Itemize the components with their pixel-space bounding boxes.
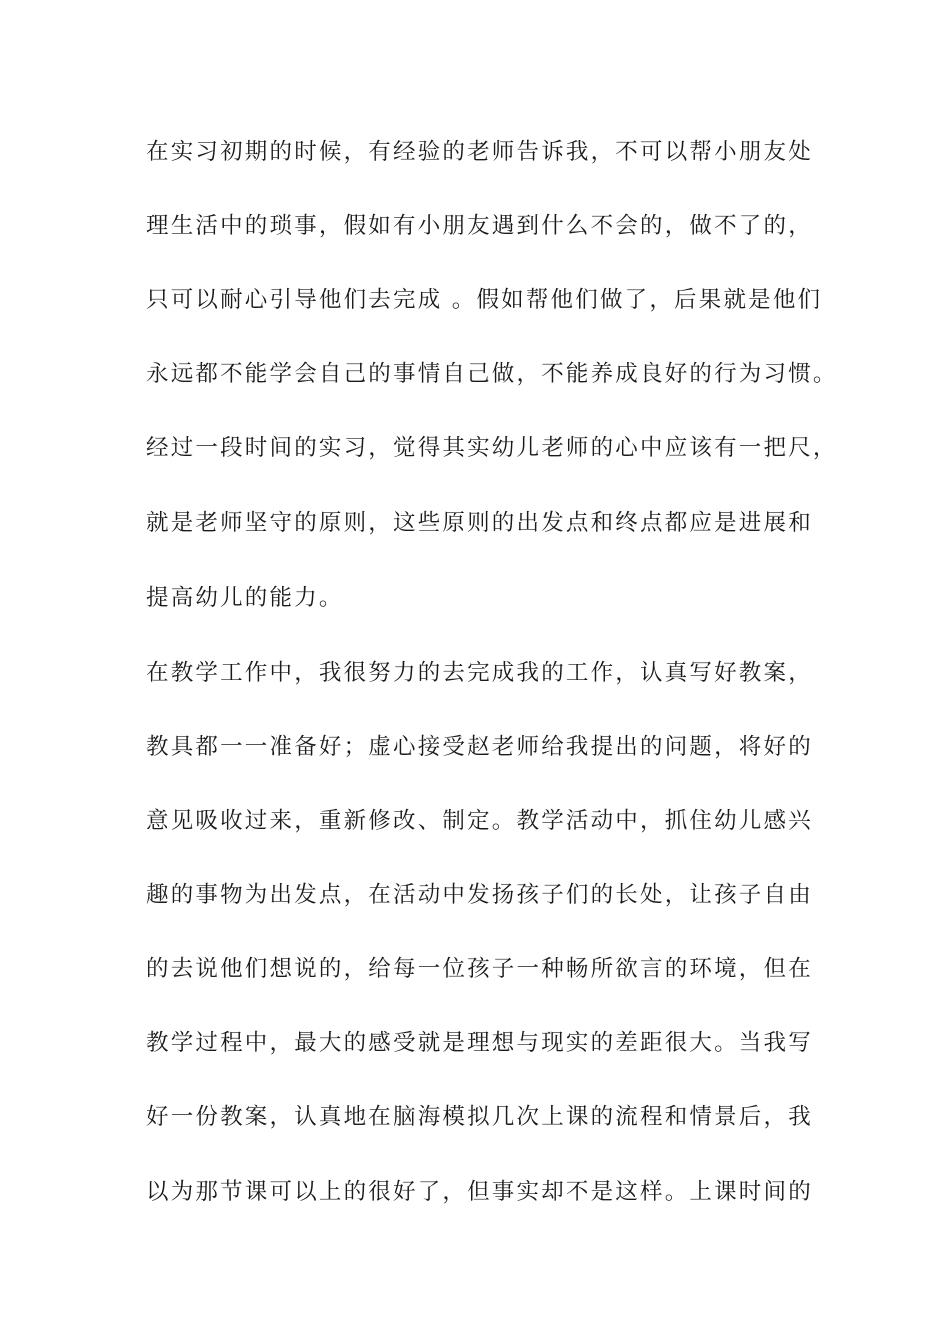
text-line: 教学过程中，最大的感受就是理想与现实的差距很大。当我写	[146, 1030, 813, 1056]
text-line: 以为那节课可以上的很好了，但事实却不是这样。上课时间的	[146, 1179, 813, 1205]
text-line: 好一份教案，认真地在脑海模拟几次上课的流程和情景后，我	[146, 1104, 813, 1130]
text-line: 提高幼儿的能力。	[146, 585, 344, 611]
text-line: 永远都不能学会自己的事情自己做，不能养成良好的行为习惯。	[146, 361, 838, 387]
text-line: 的去说他们想说的，给每一位孩子一种畅所欲言的环境，但在	[146, 956, 813, 982]
text-line: 就是老师坚守的原则，这些原则的出发点和终点都应是进展和	[146, 510, 813, 536]
text-line: 教具都一一准备好；虚心接受赵老师给我提出的问题，将好的	[146, 734, 813, 760]
text-line: 在实习初期的时候，有经验的老师告诉我，不可以帮小朋友处	[146, 139, 813, 165]
text-line: 趣的事物为出发点，在活动中发扬孩子们的长处，让孩子自由	[146, 882, 813, 908]
text-line: 意见吸收过来，重新修改、制定。教学活动中，抓住幼儿感兴	[146, 808, 813, 834]
text-line: 理生活中的琐事，假如有小朋友遇到什么不会的，做不了的，	[146, 213, 813, 239]
text-line: 只可以耐心引导他们去完成 。假如帮他们做了，后果就是他们	[146, 287, 823, 313]
text-line: 经过一段时间的实习，觉得其实幼儿老师的心中应该有一把尺，	[146, 435, 838, 461]
text-line: 在教学工作中，我很努力的去完成我的工作，认真写好教案，	[146, 660, 813, 686]
